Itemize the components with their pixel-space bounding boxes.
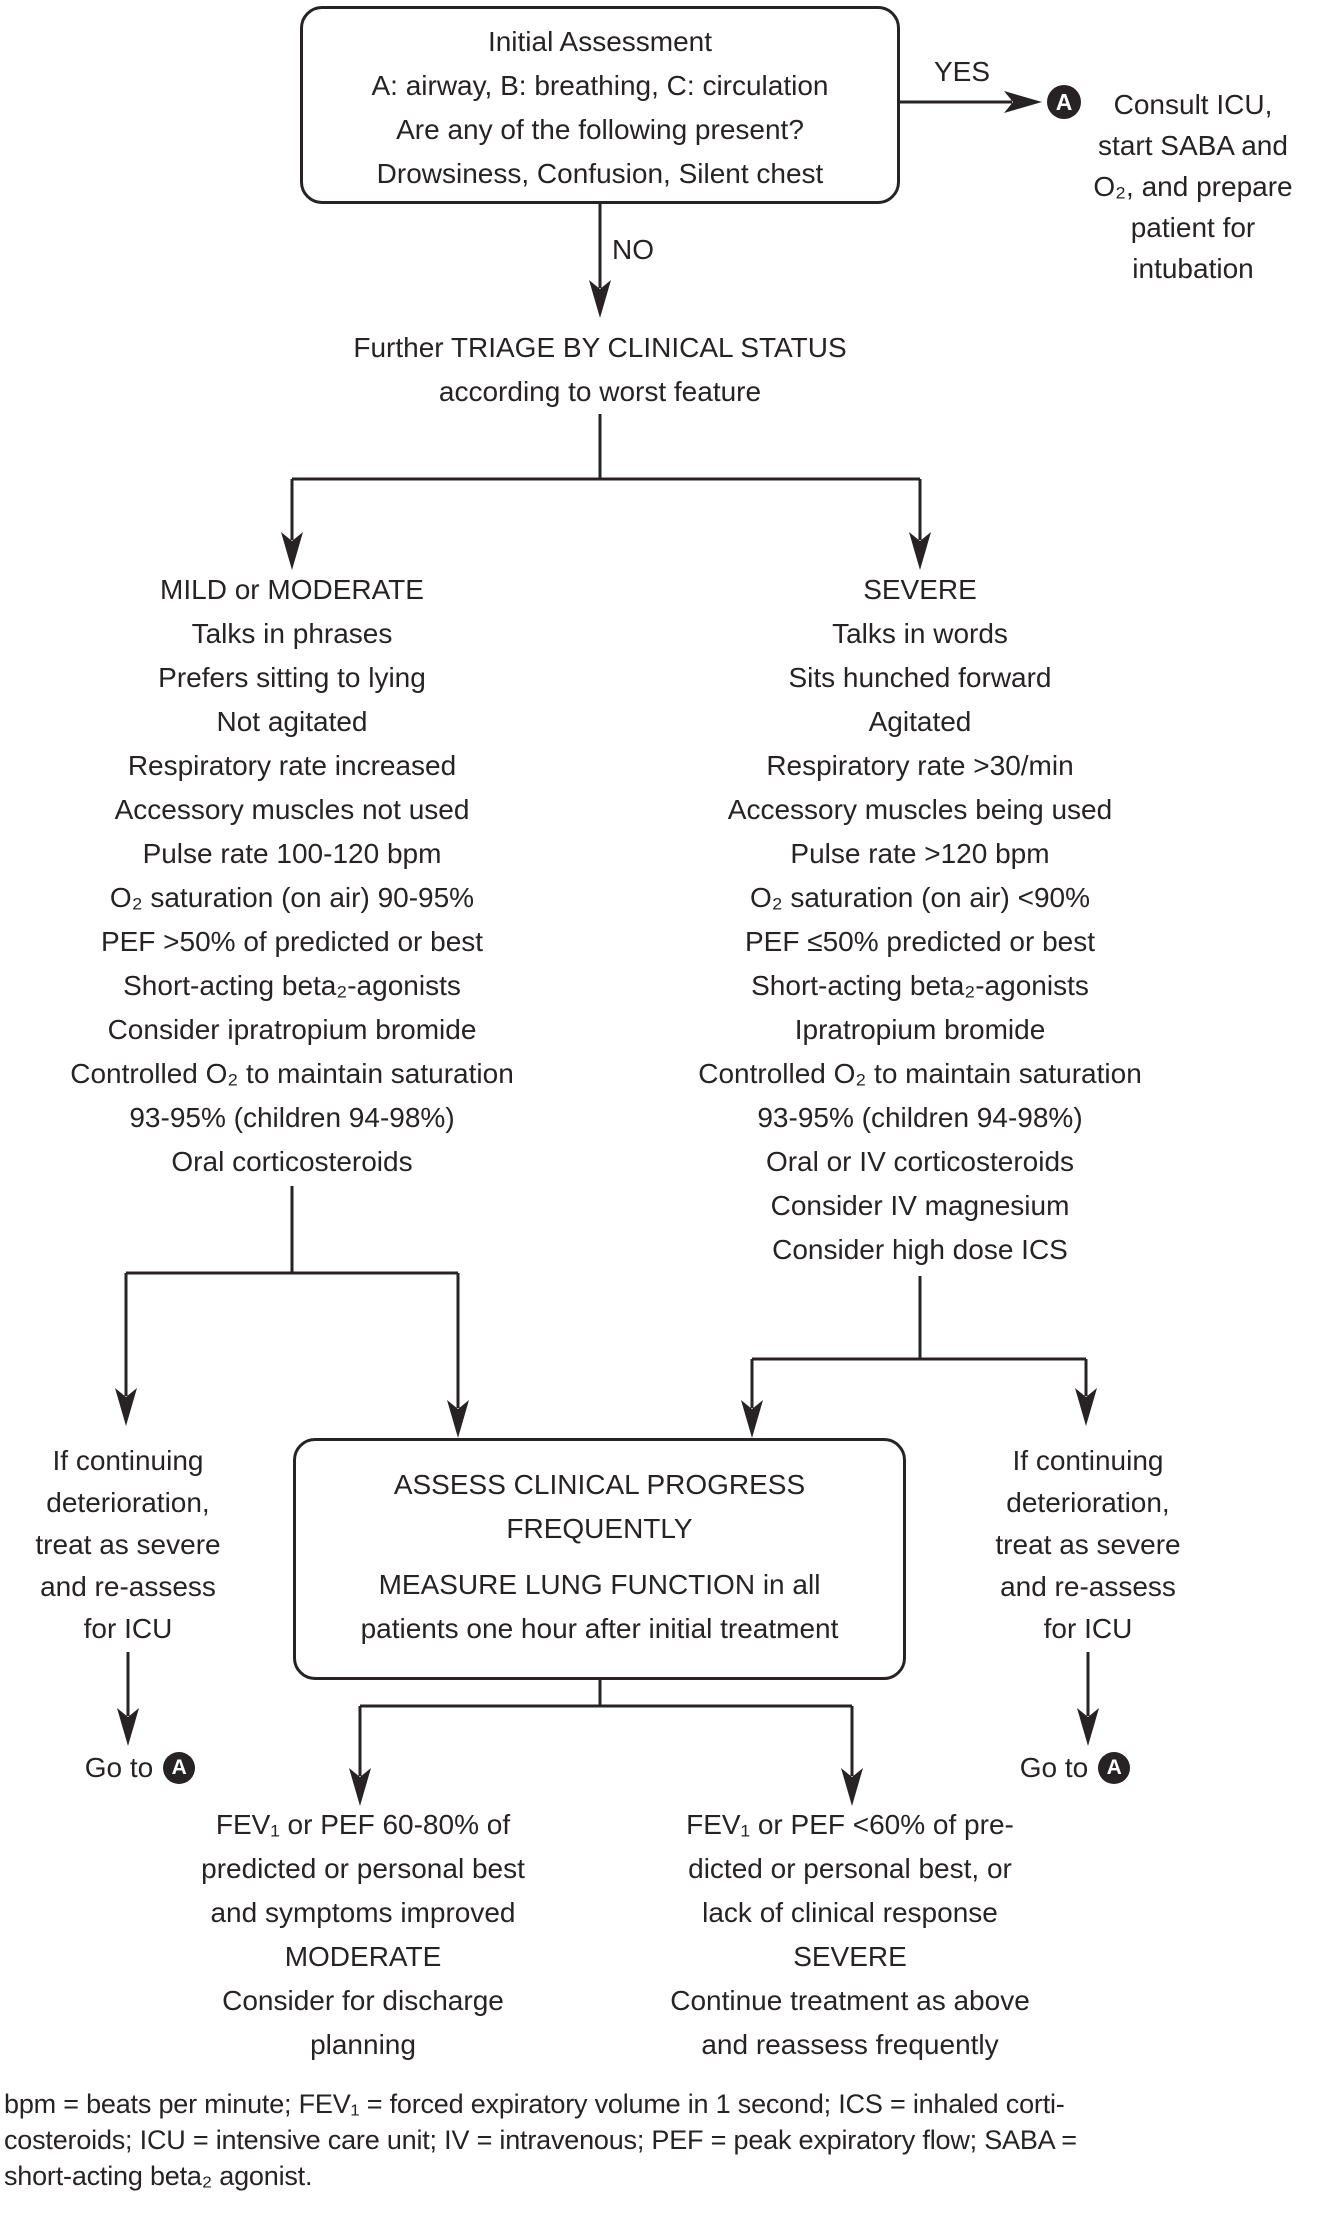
text-line: start SABA and [1098,130,1288,161]
severe-column-split-line [752,1276,1086,1359]
text-line: O₂, and prepare [1093,171,1293,202]
severe-assess-arrowhead-icon [741,1400,763,1438]
text-line: and re-assess [1000,1571,1176,1602]
severe-arrowhead-icon [909,532,931,570]
text-line: O₂ saturation (on air) 90-95% [109,882,475,913]
text-line: Short-acting beta₂-agonists [123,970,461,1001]
text-line: FREQUENTLY [506,1513,693,1544]
text-line: Consult ICU, [1113,89,1273,120]
text-line: according to worst feature [438,376,762,407]
initial-assessment-box [300,6,900,204]
text-line: Respiratory rate >30/min [766,750,1074,781]
text-line: and symptoms improved [210,1897,516,1928]
abbreviations-footnote [4,2086,1330,2194]
text-line: O₂ saturation (on air) <90% [749,882,1091,913]
text-line: If continuing [1012,1445,1164,1476]
outcome-severe-block [600,1803,1100,2067]
deteriorate-note-right [968,1440,1208,1650]
mild-assess-arrowhead-icon [447,1400,469,1438]
triage-split-line [292,414,920,479]
text-line: SEVERE [863,574,977,605]
text-line: Pulse rate 100-120 bpm [142,838,442,869]
text-line: patients one hour after initial treatment [360,1613,839,1644]
text-line: Ipratropium bromide [794,1014,1046,1045]
text-line: deterioration, [1006,1487,1170,1518]
text-line: treat as severe [35,1529,221,1560]
assess-progress-heading [296,1463,903,1551]
text-line: planning [310,2029,416,2060]
mild-moderate-column [12,568,572,1184]
text-line: Controlled O₂ to maintain saturation [698,1058,1142,1089]
text-line: Oral or IV corticosteroids [765,1146,1075,1177]
text-line: Consider high dose ICS [772,1234,1068,1265]
assess-progress-box [293,1438,906,1680]
deteriorate-note-left [8,1440,248,1650]
assess-split-line [360,1680,852,1706]
text-line: lack of clinical response [702,1897,998,1928]
text-line: Continue treatment as above [670,1985,1030,2016]
text-line: MODERATE [284,1941,442,1972]
text-line: Pulse rate >120 bpm [790,838,1050,869]
text-line: MILD or MODERATE [160,574,424,605]
assess-progress-instruction [296,1563,903,1651]
triage-heading [330,326,870,414]
text-line: 93-95% (children 94-98%) [129,1102,455,1133]
text-line: Consider for discharge [222,1985,504,2016]
text-line: treat as severe [995,1529,1181,1560]
circle-a-icon: A [1047,85,1081,119]
goto-a-left [50,1748,230,1788]
text-line: Talks in words [832,618,1008,649]
text-line: and re-assess [40,1571,216,1602]
text-line: Oral corticosteroids [171,1146,413,1177]
yes-label: YES [933,56,991,87]
text-line: PEF ≤50% predicted or best [745,926,1095,957]
mild-deteriorate-arrowhead-icon [115,1388,137,1426]
text-line: Controlled O₂ to maintain saturation [70,1058,514,1089]
text-line: for ICU [1043,1613,1133,1644]
text-line: Accessory muscles being used [727,794,1113,825]
icu-consult-note [1075,84,1311,289]
text-line: Initial Assessment [487,26,713,57]
goto-a-right [985,1748,1165,1788]
text-line: deterioration, [46,1487,210,1518]
text-line: bpm = beats per minute; FEV₁ = forced expiratory volume in 1 second; ICS = inhaled corti- [4,2089,1065,2119]
severe-column [640,568,1200,1272]
text-line: for ICU [83,1613,173,1644]
text-line: Sits hunched forward [788,662,1052,693]
text-line: patient for [1130,212,1256,243]
text-line: predicted or personal best [201,1853,525,1884]
text-line: MEASURE LUNG FUNCTION in all [378,1569,821,1600]
outcome-moderate-block [113,1803,613,2067]
mild-column-split-line [126,1186,458,1273]
text-line: SEVERE [793,1941,907,1972]
severe-deteriorate-arrowhead-icon [1075,1388,1097,1426]
text-line: PEF >50% of predicted or best [100,926,484,957]
text-line: Prefers sitting to lying [158,662,426,693]
outcome-moderate-arrowhead-icon [349,1768,371,1806]
text-line: Short-acting beta₂-agonists [751,970,1089,1001]
text-line: Respiratory rate increased [127,750,457,781]
text-line: dicted or personal best, or [688,1853,1012,1884]
text-line: 93-95% (children 94-98%) [757,1102,1083,1133]
text-line: Talks in phrases [191,618,393,649]
circle-a-icon: A [1098,1752,1130,1784]
text-line: FEV₁ or PEF <60% of pre- [686,1809,1014,1840]
text-line: Accessory muscles not used [114,794,470,825]
no-label: NO [612,234,654,265]
text-line: and reassess frequently [701,2029,999,2060]
text-line: Consider ipratropium bromide [107,1014,477,1045]
text-line: A: airway, B: breathing, C: circulation [371,70,829,101]
goto-left-label: Go to [84,1752,154,1783]
mild-arrowhead-icon [281,532,303,570]
goto-right-arrowhead-icon [1077,1708,1099,1746]
circle-a-icon: A [163,1752,195,1784]
text-line: Further TRIAGE BY CLINICAL STATUS [353,332,847,363]
text-line: Not agitated [216,706,368,737]
text-line: Agitated [868,706,972,737]
text-line: short-acting beta₂ agonist. [4,2161,313,2191]
text-line: If continuing [52,1445,204,1476]
yes-arrowhead-icon [1004,91,1042,113]
text-line: intubation [1132,253,1254,284]
text-line: Are any of the following present? [396,114,804,145]
text-line: FEV₁ or PEF 60-80% of [215,1809,511,1840]
text-line: costeroids; ICU = intensive care unit; IV = intravenous; PEF = peak expiratory flow; SABA = [4,2125,1077,2155]
text-line: ASSESS CLINICAL PROGRESS [393,1469,806,1500]
goto-right-label: Go to [1019,1752,1089,1783]
text-line: Drowsiness, Confusion, Silent chest [376,158,824,189]
goto-left-arrowhead-icon [117,1708,139,1746]
outcome-severe-arrowhead-icon [841,1768,863,1806]
text-line: Consider IV magnesium [770,1190,1070,1221]
no-arrowhead-icon [589,280,611,318]
